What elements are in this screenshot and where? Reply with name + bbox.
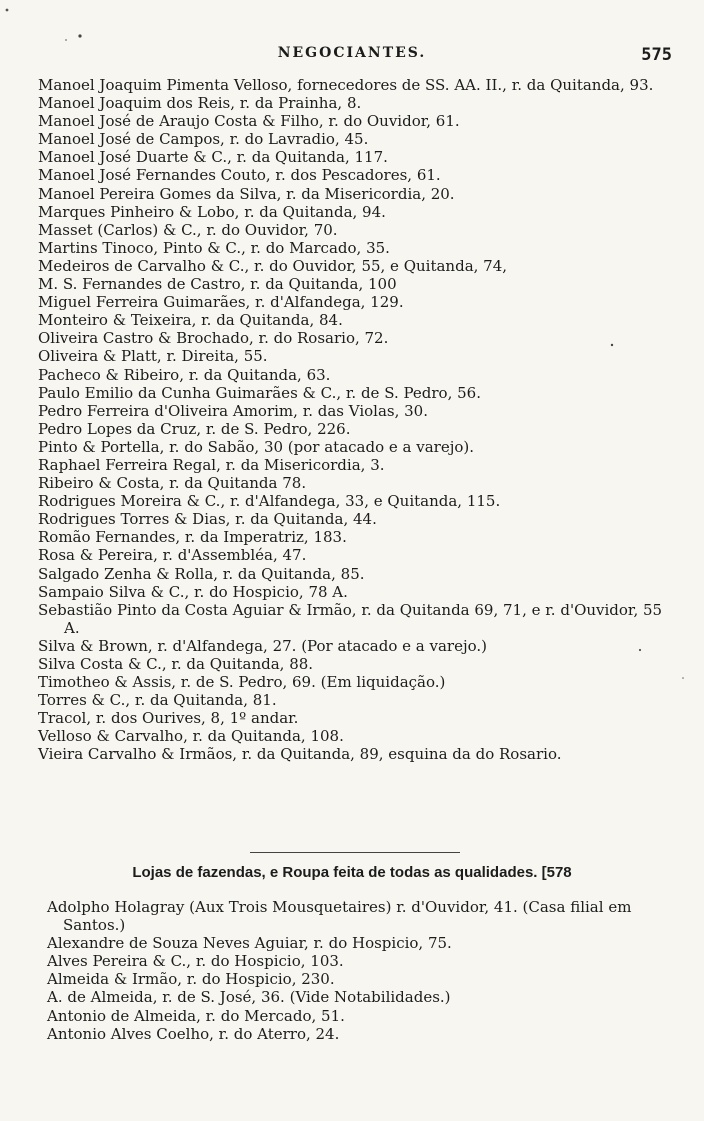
merchant-entry: Masset (Carlos) & C., r. do Ouvidor, 70. — [38, 220, 338, 239]
merchant-entry: Miguel Ferreira Guimarães, r. d'Alfandega, 129. — [38, 293, 404, 312]
shop-list — [47, 898, 677, 1043]
merchant-entry: Velloso & Carvalho, r. da Quitanda, 108. — [38, 727, 344, 746]
page-number: 575 — [641, 45, 672, 65]
merchant-entry: Manoel José de Campos, r. do Lavradio, 45. — [38, 130, 369, 149]
merchant-entry: Romão Fernandes, r. da Imperatriz, 183. — [38, 528, 347, 547]
merchant-entry: Pinto & Portella, r. do Sabão, 30 (por atacado e a varejo). — [38, 437, 475, 456]
merchant-entry: Silva & Brown, r. d'Alfandega, 27. (Por atacado e a varejo.) — [38, 636, 488, 655]
merchant-entry: Oliveira Castro & Brochado, r. do Rosario, 72. — [38, 329, 389, 348]
merchant-entry: Tracol, r. dos Ourives, 8, 1º andar. — [38, 709, 299, 728]
merchant-entry: Manoel Pereira Gomes da Silva, r. da Misericordia, 20. — [38, 184, 455, 203]
section-heading: Lojas de fazendas, e Roupa feita de todas as qualidades. [578 — [132, 864, 572, 881]
merchant-entry: Manoel José de Araujo Costa & Filho, r. do Ouvidor, 61. — [38, 112, 460, 131]
shop-entry: Almeida & Irmão, r. do Hospicio, 230. — [47, 970, 335, 989]
merchant-list — [38, 76, 678, 764]
merchant-entry: Martins Tinoco, Pinto & C., r. do Marcado, 35. — [38, 238, 390, 257]
merchant-entry: Torres & C., r. da Quitanda, 81. — [38, 691, 277, 710]
merchant-entry: Timotheo & Assis, r. de S. Pedro, 69. (Em liquidação.) — [38, 673, 446, 692]
merchant-entry: Rosa & Pereira, r. d'Assembléa, 47. — [38, 546, 307, 565]
merchant-entry: Monteiro & Teixeira, r. da Quitanda, 84. — [38, 311, 343, 330]
merchant-entry: Oliveira & Platt, r. Direita, 55. — [38, 347, 268, 366]
running-title: NEGOCIANTES. — [277, 45, 427, 61]
merchant-entry: Manoel José Fernandes Couto, r. dos Pescadores, 61. — [38, 166, 441, 185]
merchant-entry: M. S. Fernandes de Castro, r. da Quitanda, 100 — [38, 275, 397, 294]
running-head — [0, 45, 704, 71]
merchant-entry: Rodrigues Torres & Dias, r. da Quitanda, 44. — [38, 510, 377, 529]
shop-entry: Antonio de Almeida, r. do Mercado, 51. — [47, 1006, 345, 1025]
merchant-entry: Salgado Zenha & Rolla, r. da Quitanda, 85. — [38, 564, 365, 583]
merchant-entry: Manoel Joaquim dos Reis, r. da Prainha, 8. — [38, 94, 362, 113]
shop-entry: A. de Almeida, r. de S. José, 36. (Vide Notabilidades.) — [47, 988, 451, 1007]
merchant-entry: Silva Costa & C., r. da Quitanda, 88. — [38, 655, 314, 673]
merchant-entry: Manoel José Duarte & C., r. da Quitanda, 117. — [38, 148, 388, 167]
shop-entry: Alves Pereira & C., r. do Hospicio, 103. — [47, 952, 344, 971]
section-divider — [250, 852, 460, 853]
merchant-entry: Pacheco & Ribeiro, r. da Quitanda, 63. — [38, 365, 331, 384]
merchant-entry: Ribeiro & Costa, r. da Quitanda 78. — [38, 474, 307, 493]
merchant-entry: Vieira Carvalho & Irmãos, r. da Quitanda, 89, esquina da do Rosario. — [38, 745, 562, 764]
shop-entry: Alexandre de Souza Neves Aguiar, r. do Hospicio, 75. — [47, 934, 452, 953]
merchant-entry: Sampaio Silva & C., r. do Hospicio, 78 A. — [38, 582, 348, 601]
merchant-entry: Medeiros de Carvalho & C., r. do Ouvidor, 55, e Quitanda, 74, — [38, 256, 508, 275]
merchant-entry: Manoel Joaquim Pimenta Velloso, fornecedores de SS. AA. II., r. da Quitanda, 93. — [38, 76, 654, 94]
merchant-entry: Pedro Ferreira d'Oliveira Amorim, r. das Violas, 30. — [38, 401, 428, 420]
merchant-entry: Raphael Ferreira Regal, r. da Misericordia, 3. — [38, 455, 385, 474]
merchant-entry: Pedro Lopes da Cruz, r. de S. Pedro, 226. — [38, 419, 351, 438]
shop-entry: Adolpho Holagray (Aux Trois Mousquetaires) r. d'Ouvidor, 41. (Casa filial em Santos.) — [47, 898, 632, 935]
merchant-entry: Marques Pinheiro & Lobo, r. da Quitanda, 94. — [38, 202, 386, 221]
merchant-entry: Rodrigues Moreira & C., r. d'Alfandega, 33, e Quitanda, 115. — [38, 492, 501, 511]
merchant-entry: Sebastião Pinto da Costa Aguiar & Irmão, r. da Quitanda 69, 71, e r. d'Ouvidor, 55 A. — [38, 600, 663, 637]
shop-entry: Antonio Alves Coelho, r. do Aterro, 24. — [47, 1024, 340, 1043]
merchant-entry: Paulo Emilio da Cunha Guimarães & C., r. de S. Pedro, 56. — [38, 383, 481, 402]
